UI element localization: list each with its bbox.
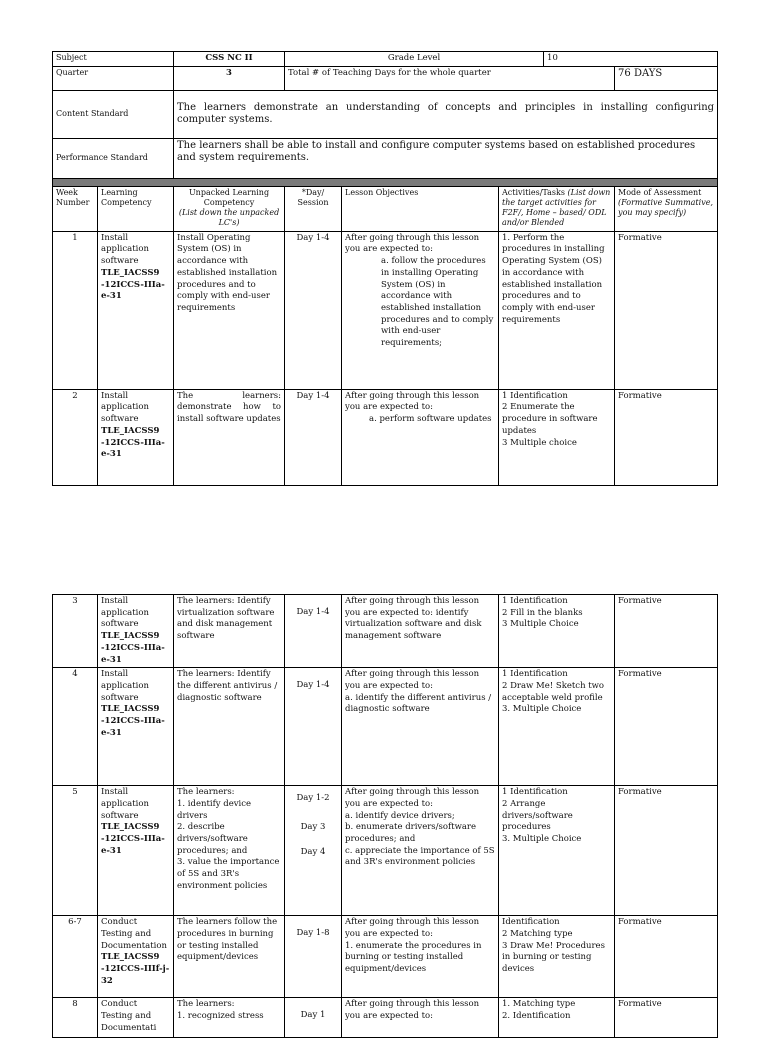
competency-text: Install application software [101,596,149,630]
col-assessment [615,186,718,231]
week-number: 6-7 [53,916,98,998]
competency-text: Install application software [101,390,149,425]
learning-competency [98,595,174,668]
learning-competency [98,786,174,916]
activities-tasks: 1 Identification 2 Fill in the blanks 3 Multiple Choice [499,595,615,668]
subject-label: Subject [53,52,174,67]
learning-competency [98,916,174,998]
unpacked-competency: The learners follow the procedures in burning or testing installed equipment/devices [174,916,285,998]
learning-competency [98,668,174,786]
activities-tasks: 1 Identification 2 Arrange drivers/software procedures 3. Multiple Choice [499,786,615,916]
col-activities [499,186,615,231]
unpacked-competency: The learners: Identify the different antivirus / diagnostic software [174,668,285,786]
day-session: Day 1-8 [285,916,342,998]
day-session-3: Day 4 [300,846,326,857]
grade-value: 10 [544,52,718,67]
grade-label: Grade Level [285,52,544,67]
assessment-mode: Formative [615,231,718,389]
quarter-value: 3 [174,66,285,90]
lesson-objectives [342,389,499,485]
performance-standard-value: The learners shall be able to install and configure computer systems based on established procedures and system requirements. [174,138,718,178]
col-day: *Day/ Session [285,186,342,231]
activities-tasks: 1 Identification 2 Draw Me! Sketch two acceptable weld profile 3. Multiple Choice [499,668,615,786]
lesson-objectives: After going through this lesson you are expected to: 1. enumerate the procedures in burning or testing installed equipment/devices [342,916,499,998]
separator-bar [53,178,718,186]
week-number: 3 [53,595,98,668]
learning-competency: Conduct Testing and Documentati [98,998,174,1038]
activities-tasks: Identification 2 Matching type 3 Draw Me! Procedures in burning or testing devices [499,916,615,998]
table-row [53,668,718,786]
competency-code: TLE_IACSS9 -12ICCS-IIIa-e-31 [101,631,165,665]
content-standard-label: Content Standard [53,90,174,138]
quarter-label: Quarter [53,66,174,90]
days-value: 76 DAYS [615,66,718,90]
lesson-objectives: After going through this lesson you are expected to: a. identify the different antivirus / diagnostic software [342,668,499,786]
competency-code: TLE_IACSS9 -12ICCS-IIIf-j-32 [101,952,170,986]
learning-competency [98,389,174,485]
assessment-mode: Formative [615,916,718,998]
day-session: Day 1-4 [285,231,342,389]
objectives-item: a. follow the procedures in installing Operating System (OS) in accordance with established installation procedures and to comply with end-user requirements; [381,256,494,349]
col-unpacked [174,186,285,231]
unpacked-competency: The learners: Identify virtualization software and disk management software [174,595,285,668]
assessment-mode: Formative [615,389,718,485]
week-number: 4 [53,668,98,786]
competency-text: Conduct Testing and Documentation [101,917,167,951]
week-number: 8 [53,998,98,1038]
col-week: Week Number [53,186,98,231]
table-row [53,786,718,916]
assessment-mode: Formative [615,668,718,786]
learning-competency [98,231,174,389]
lesson-objectives: After going through this lesson you are expected to: [342,998,499,1038]
table-row [53,916,718,998]
performance-standard-label: Performance Standard [53,138,174,178]
week-number: 5 [53,786,98,916]
table-row [53,231,718,389]
competency-code: TLE_IACSS9 -12ICCS-IIIa-e-31 [101,267,165,302]
col-assessment-title: Mode of Assessment [618,187,702,197]
objectives-intro: After going through this lesson you are expected to: [345,232,480,255]
day-session-2: Day 3 [300,821,326,832]
col-activities-note: (List down the target activities for F2F/, Home – based/ ODL and/or Blended [502,187,611,227]
unpacked-competency: The learners: 1. recognized stress [174,998,285,1038]
activities-tasks: 1 Identification 2 Enumerate the procedure in software updates 3 Multiple choice [499,389,615,485]
plan-table-top [52,51,718,486]
col-assessment-note: (Formative Summative, you may specify) [618,197,713,217]
day-session: Day 1-4 [285,389,342,485]
day-session: Day 1-4 [285,595,342,668]
competency-code: TLE_IACSS9 -12ICCS-IIIa-e-31 [101,704,165,738]
subject-value: CSS NC II [174,52,285,67]
days-label: Total # of Teaching Days for the whole quarter [285,66,615,90]
unpacked-competency: The learners: 1. identify device drivers 2. describe drivers/software procedures; and 3. value the importance of 5S and 3R's environment policies [174,786,285,916]
competency-text: Install application software [101,232,149,267]
unpacked-competency: The learners: demonstrate how to install software updates [174,389,285,485]
lesson-objectives: After going through this lesson you are expected to: identify virtualization software and disk management software [342,595,499,668]
assessment-mode: Formative [615,595,718,668]
objectives-intro: After going through this lesson you are expected to: [345,390,480,413]
assessment-mode: Formative [615,998,718,1038]
assessment-mode: Formative [615,786,718,916]
table-row [53,595,718,668]
plan-table-bottom [52,594,718,1038]
table-row [53,389,718,485]
unpacked-competency: Install Operating System (OS) in accordance with established installation procedures and to comply with end-user requirements [174,231,285,389]
day-session [285,786,342,916]
content-standard-value: The learners demonstrate an understanding of concepts and principles in installing configuring computer systems. [174,90,718,138]
competency-text: Install application software [101,787,149,821]
activities-tasks: 1. Perform the procedures in installing Operating System (OS) in accordance with established installation procedures and to comply with end-user requirements [499,231,615,389]
day-session: Day 1-4 [285,668,342,786]
day-session-1: Day 1-2 [296,793,330,804]
activities-tasks: 1. Matching type 2. Identification [499,998,615,1038]
objectives-item: a. perform software updates [369,414,492,425]
week-number: 1 [53,231,98,389]
table-row [53,998,718,1038]
competency-text: Install application software [101,669,149,703]
lesson-objectives: After going through this lesson you are expected to: a. identify device drivers; b. enumerate drivers/software procedures; and c. appreciate the importance of 5S and 3R's environment policies [342,786,499,916]
lesson-objectives [342,231,499,389]
competency-code: TLE_IACSS9 -12ICCS-IIIa-e-31 [101,425,165,460]
col-unpacked-title: Unpacked Learning Competency [188,187,270,207]
col-competency: Learning Competency [98,186,174,231]
col-objectives: Lesson Objectives [342,186,499,231]
col-activities-title: Activities/Tasks [502,187,565,197]
col-unpacked-note: (List down the unpacked LC's) [178,207,280,227]
week-number: 2 [53,389,98,485]
day-session: Day 1 [285,998,342,1038]
competency-code: TLE_IACSS9 -12ICCS-IIIa-e-31 [101,822,165,856]
